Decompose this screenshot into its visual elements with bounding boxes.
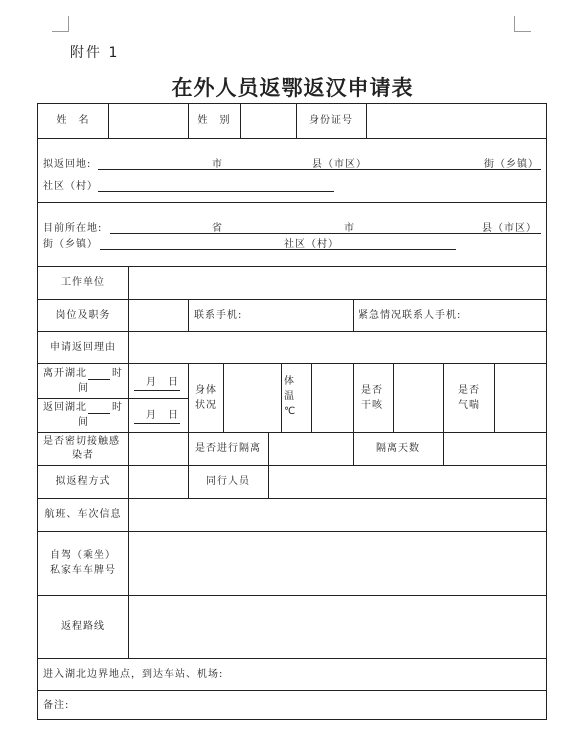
shortness-breath-label-a: 是否 bbox=[458, 385, 480, 396]
isolation-field[interactable] bbox=[269, 433, 353, 465]
route-field[interactable] bbox=[129, 596, 546, 658]
return-street-label: 街（乡镇） bbox=[484, 159, 539, 170]
temperature-label-a: 体 bbox=[284, 376, 295, 387]
emergency-contact-label[interactable]: 紧急情况联系人手机: bbox=[358, 310, 462, 321]
leave-hubei-time-b: 间 bbox=[78, 383, 89, 394]
return-community-label: 社区（村） bbox=[43, 181, 98, 192]
close-contact-label-a: 是否密切接触感 bbox=[43, 436, 120, 447]
row-health bbox=[38, 363, 546, 432]
return-county-label: 县（市区） bbox=[312, 159, 367, 170]
form-title: 在外人员返鄂返汉申请表 bbox=[171, 76, 414, 100]
id-number-label: 身份证号 bbox=[309, 115, 353, 126]
companions-field[interactable] bbox=[269, 466, 546, 498]
health-status-field[interactable] bbox=[224, 364, 281, 432]
leave-hubei-time: 时 bbox=[112, 368, 123, 379]
flight-info-label: 航班、车次信息 bbox=[44, 509, 122, 520]
id-number-field[interactable] bbox=[367, 104, 546, 137]
route-label: 返程路线 bbox=[61, 621, 105, 632]
current-county-label: 县（市区） bbox=[482, 223, 537, 234]
crop-mark-top-left-v bbox=[68, 16, 69, 32]
mobile-phone-label[interactable]: 联系手机: bbox=[194, 310, 243, 321]
isolation-days-field[interactable] bbox=[444, 433, 546, 465]
close-contact-field[interactable] bbox=[129, 433, 188, 465]
shortness-breath-label-b: 气喘 bbox=[458, 400, 480, 411]
gender-field[interactable] bbox=[241, 104, 296, 137]
car-plate-field[interactable] bbox=[129, 532, 546, 595]
health-status-label-b: 状况 bbox=[195, 400, 217, 411]
isolation-days-label: 隔离天数 bbox=[376, 443, 420, 454]
return-date-field[interactable]: 月 日 bbox=[146, 410, 179, 421]
row-work-unit bbox=[38, 266, 546, 299]
name-field[interactable] bbox=[109, 104, 188, 137]
row-return-address[interactable] bbox=[38, 138, 546, 202]
row-travel-method bbox=[38, 465, 546, 498]
row-border-entry[interactable] bbox=[38, 658, 546, 690]
return-hubei-label: 返回湖北 bbox=[43, 402, 87, 413]
reason-field[interactable] bbox=[129, 332, 546, 363]
current-city-label: 市 bbox=[344, 223, 355, 234]
current-street-label: 街（乡镇） bbox=[43, 239, 98, 250]
temperature-unit: ℃ bbox=[284, 406, 297, 417]
row-car-plate bbox=[38, 531, 546, 595]
isolation-label: 是否进行隔离 bbox=[195, 443, 261, 454]
health-status-label-a: 身体 bbox=[195, 385, 217, 396]
shortness-breath-field[interactable] bbox=[495, 364, 546, 432]
travel-method-label: 拟返程方式 bbox=[55, 476, 111, 487]
row-contact bbox=[38, 299, 546, 331]
dry-cough-label-a: 是否 bbox=[361, 385, 383, 396]
return-city-label: 市 bbox=[212, 159, 223, 170]
attachment-label: 附件 1 bbox=[70, 45, 120, 61]
return-hubei-time-b: 间 bbox=[78, 417, 89, 428]
row-current-location[interactable] bbox=[38, 202, 546, 266]
work-unit-label: 工作单位 bbox=[61, 277, 105, 288]
current-community-label: 社区（村） bbox=[284, 239, 339, 250]
current-location-label: 目前所在地: bbox=[43, 223, 103, 234]
leave-date-field[interactable]: 月 日 bbox=[146, 377, 179, 388]
row-identity bbox=[38, 104, 546, 138]
crop-mark-top-right-v bbox=[514, 16, 515, 32]
crop-mark-top-right-h bbox=[514, 31, 531, 32]
temperature-label-b: 温 bbox=[284, 391, 295, 402]
application-form bbox=[37, 103, 547, 720]
row-route bbox=[38, 595, 546, 658]
car-plate-label-b: 私家车车牌号 bbox=[50, 565, 116, 576]
crop-mark-top-left-h bbox=[52, 31, 69, 32]
flight-info-field[interactable] bbox=[129, 499, 546, 531]
work-unit-field[interactable] bbox=[129, 267, 546, 299]
position-label: 岗位及职务 bbox=[55, 310, 111, 321]
current-province-label: 省 bbox=[212, 223, 223, 234]
remarks-label: 备注: bbox=[43, 700, 70, 711]
travel-method-field[interactable] bbox=[129, 466, 188, 498]
reason-label: 申请返回理由 bbox=[50, 342, 116, 353]
companions-label: 同行人员 bbox=[206, 476, 250, 487]
row-remarks[interactable] bbox=[38, 690, 546, 719]
return-address-label: 拟返回地: bbox=[43, 159, 92, 170]
position-field[interactable] bbox=[129, 300, 188, 331]
row-reason bbox=[38, 331, 546, 363]
return-hubei-time: 时 bbox=[112, 402, 123, 413]
dry-cough-field[interactable] bbox=[394, 364, 443, 432]
row-flight-info bbox=[38, 498, 546, 531]
row-isolation bbox=[38, 432, 546, 465]
temperature-field[interactable] bbox=[312, 364, 353, 432]
name-label: 姓 名 bbox=[56, 115, 90, 126]
gender-label: 姓 别 bbox=[197, 115, 231, 126]
leave-hubei-label: 离开湖北 bbox=[43, 368, 87, 379]
dry-cough-label-b: 干咳 bbox=[361, 400, 383, 411]
close-contact-label-b: 染者 bbox=[72, 450, 94, 461]
car-plate-label-a: 自驾（乘坐） bbox=[50, 550, 116, 561]
border-entry-label: 进入湖北边界地点，到达车站、机场: bbox=[43, 669, 224, 680]
